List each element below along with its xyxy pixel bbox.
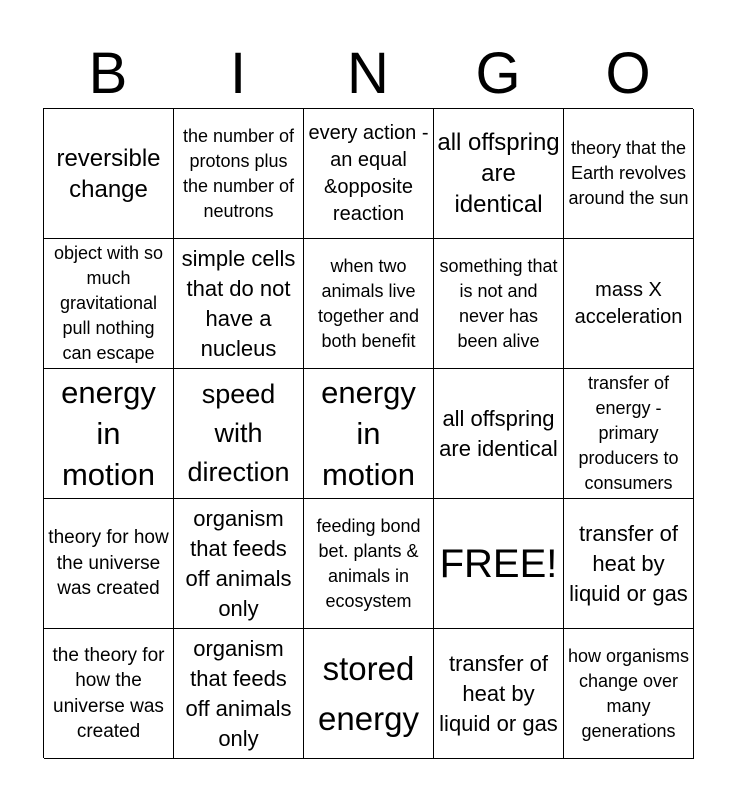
cell-text: organism that feeds off animals only <box>185 635 292 751</box>
bingo-cell-r5-c5[interactable] <box>564 629 694 759</box>
bingo-cell-r3-c4[interactable] <box>434 369 564 499</box>
bingo-cell-r4-c1[interactable] <box>44 499 174 629</box>
bingo-cell-r5-c4[interactable] <box>434 629 564 759</box>
cell-text: organism that feeds off animals only <box>185 505 292 621</box>
cell-text: reversible change <box>56 144 161 203</box>
cell-text: theory that the Earth revolves around the sun <box>568 138 689 208</box>
bingo-cell-r1-c1[interactable] <box>44 109 174 239</box>
cell-text: all offspring are identical <box>437 129 560 218</box>
header-letter-n: N <box>347 41 389 106</box>
bingo-cell-r1-c3[interactable] <box>304 109 434 239</box>
cell-text: transfer of energy - primary producers to consumers <box>578 373 679 493</box>
bingo-cell-r2-c1[interactable] <box>44 239 174 369</box>
header-letter-i: I <box>229 41 247 106</box>
cell-text: every action - an equal &opposite reaction <box>308 121 429 225</box>
cell-text: the number of protons plus the number of neutrons <box>182 125 295 221</box>
bingo-cell-r5-c1[interactable] <box>44 629 174 759</box>
bingo-cell-r4-c5[interactable] <box>564 499 694 629</box>
cell-text: how organisms change over many generations <box>567 645 690 741</box>
free-space-label: FREE! <box>439 541 558 586</box>
bingo-cell-free[interactable] <box>434 499 564 629</box>
bingo-cell-r2-c5[interactable] <box>564 239 694 369</box>
cell-text: energy in motion <box>321 375 416 492</box>
cell-text: mass X acceleration <box>574 278 683 328</box>
bingo-cell-r4-c3[interactable] <box>304 499 434 629</box>
cell-text: transfer of heat by liquid or gas <box>569 520 688 606</box>
cell-text: something that is not and never has been alive <box>439 255 558 351</box>
bingo-cell-r1-c5[interactable] <box>564 109 694 239</box>
cell-text: the theory for how the universe was created <box>52 644 165 742</box>
bingo-cell-r3-c2[interactable] <box>174 369 304 499</box>
cell-text: simple cells that do not have a nucleus <box>181 245 296 361</box>
bingo-cell-r3-c1[interactable] <box>44 369 174 499</box>
cell-text: stored energy <box>318 649 419 737</box>
cell-text: when two animals live together and both benefit <box>317 255 420 351</box>
bingo-cell-r3-c5[interactable] <box>564 369 694 499</box>
cell-text: energy in motion <box>61 375 156 492</box>
bingo-cell-r1-c4[interactable] <box>434 109 564 239</box>
bingo-cell-r2-c2[interactable] <box>174 239 304 369</box>
bingo-cell-r4-c2[interactable] <box>174 499 304 629</box>
bingo-board <box>43 108 693 758</box>
cell-text: transfer of heat by liquid or gas <box>439 650 558 736</box>
cell-text: speed with direction <box>187 379 290 487</box>
bingo-cell-r1-c2[interactable] <box>174 109 304 239</box>
cell-text: feeding bond bet. plants & animals in ecosystem <box>316 515 421 611</box>
bingo-cell-r2-c4[interactable] <box>434 239 564 369</box>
bingo-cell-r3-c3[interactable] <box>304 369 434 499</box>
header-letter-o: O <box>605 41 651 106</box>
cell-text: all offspring are identical <box>439 405 558 461</box>
cell-text: theory for how the universe was created <box>48 527 169 600</box>
header-letter-b: B <box>88 41 128 106</box>
cell-text: object with so much gravitational pull nothing can escape <box>53 243 164 363</box>
bingo-cell-r5-c2[interactable] <box>174 629 304 759</box>
bingo-header <box>43 40 693 108</box>
header-letter-g: G <box>475 41 521 106</box>
bingo-cell-r2-c3[interactable] <box>304 239 434 369</box>
bingo-cell-r5-c3[interactable] <box>304 629 434 759</box>
